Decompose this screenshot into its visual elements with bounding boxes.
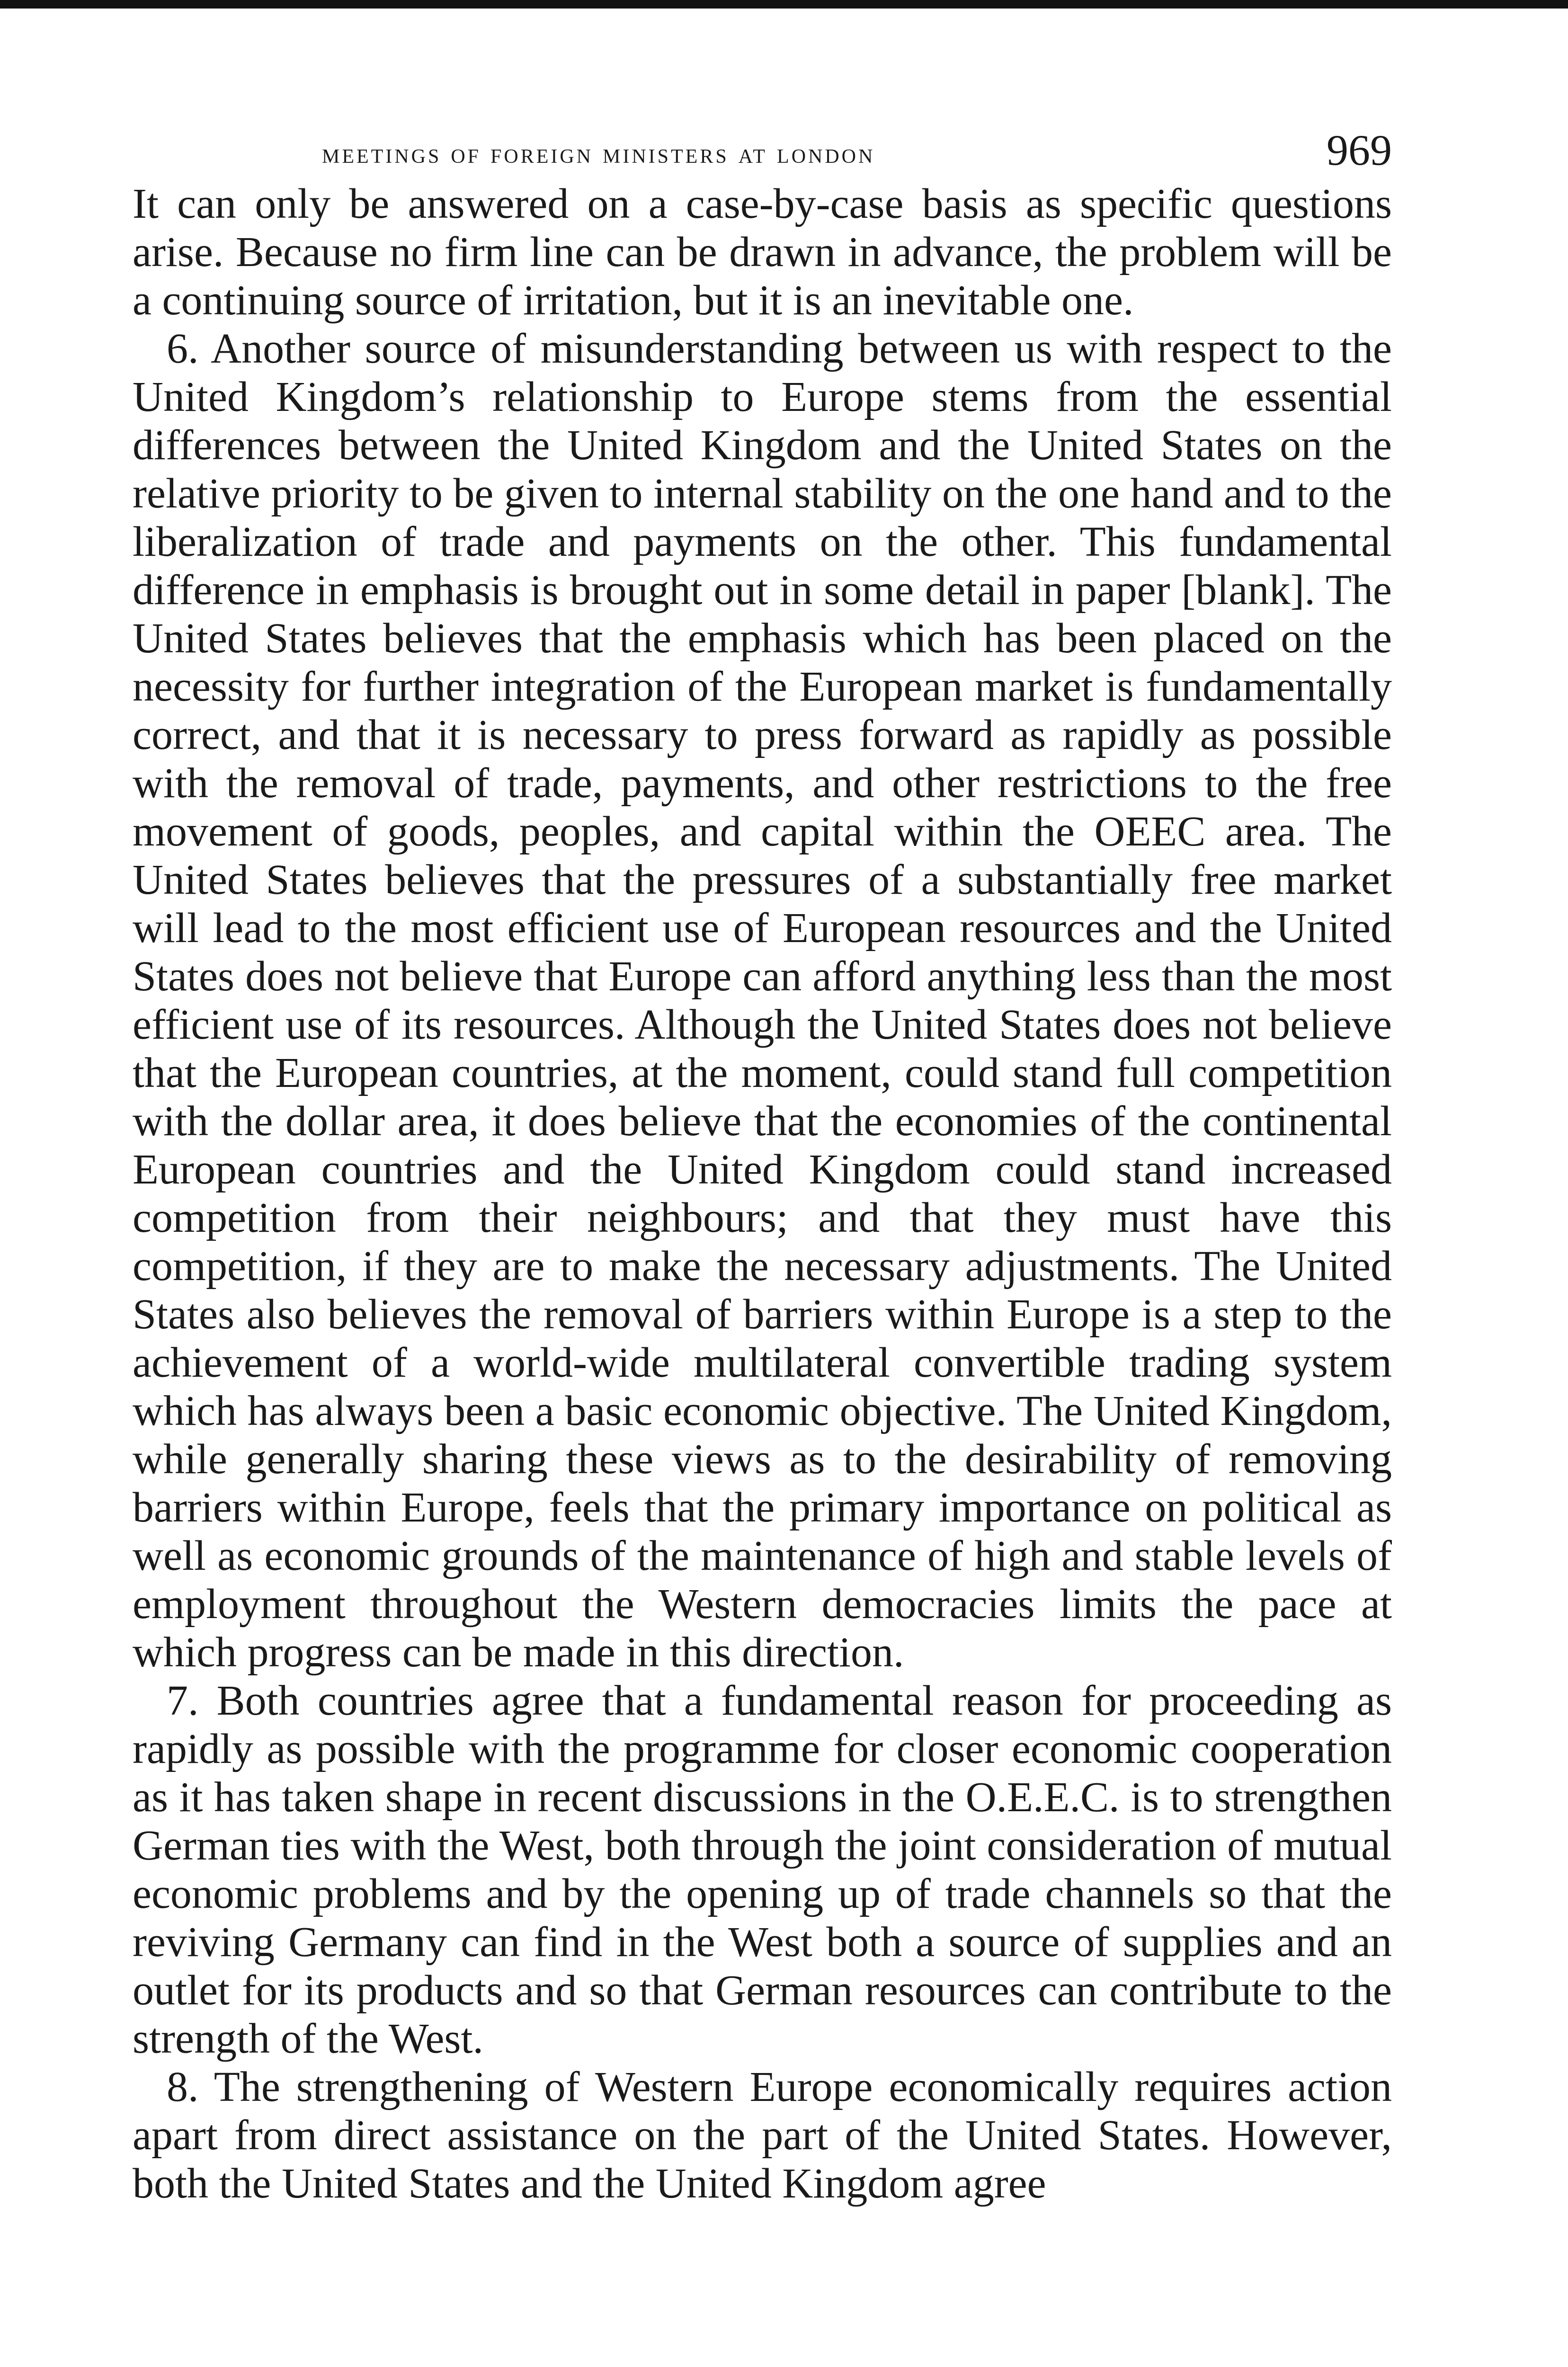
paragraph-7: 7. Both countries agree that a fundamental reason for proceeding as rapidly as possible with the programme for closer economic cooperation as it has taken shape in recent discussions in the O.E.E.C. is to strengthen German ties with the West, both through the joint consideration of mutual economic problems and by the opening up of trade channels so that the reviving Germany can find in the West both a source of supplies and an outlet for its products and so that German resources can contribute to the strength of the West. (133, 1677, 1392, 2062)
running-title: meetings of foreign ministers at london (322, 138, 875, 169)
body-text (133, 180, 1392, 2208)
running-head (133, 118, 1392, 180)
paragraph-8: 8. The strengthening of Western Europe economically requires action apart from direct assistance on the part of the United States. However, both the United States and the United Kingdom agree (133, 2064, 1392, 2207)
paragraph-6: 6. Another source of misunderstanding between us with respect to the United Kingdom’s relationship to Europe stems from the essential differences between the United Kingdom and the United States on the relative priority to be given to internal stability on the one hand and to the liberalization of trade and payments on the other. This fundamental difference in emphasis is brought out in some detail in paper [blank]. The United States believes that the emphasis which has been placed on the necessity for further integration of the European market is fundamentally correct, and that it is necessary to press forward as rapidly as possible with the removal of trade, payments, and other restrictions to the free movement of goods, peoples, and capital within the OEEC area. The United States believes that the pressures of a substantially free market will lead to the most efficient use of European resources and the United States does not believe that Europe can afford anything less than the most efficient use of its resources. Although the United States does not believe that the European countries, at the moment, could stand full competition with the dollar area, it does believe that the economies of the continental European countries and the United Kingdom could stand increased competition from their neighbours; and that they must have this competition, if they are to make the necessary adjustments. The United States also believes the removal of barriers within Europe is a step to the achievement of a world-wide multilateral convertible trading system which has always been a basic economic objective. The United Kingdom, while generally sharing these views as to the desirability of removing barriers within Europe, feels that the primary importance on political as well as economic grounds of the maintenance of high and stable levels of employment throughout the Western democracies limits the pace at which progress can be made in this direction. (133, 325, 1392, 1676)
paragraph-continuation: It can only be answered on a case-by-case basis as specific questions arise. Because no firm line can be drawn in advance, the problem will be a continuing source of irritation, but it is an inevitable one. (133, 180, 1392, 324)
scan-top-border (0, 0, 1568, 9)
page-number: 969 (1327, 126, 1392, 174)
document-page (133, 118, 1392, 2208)
